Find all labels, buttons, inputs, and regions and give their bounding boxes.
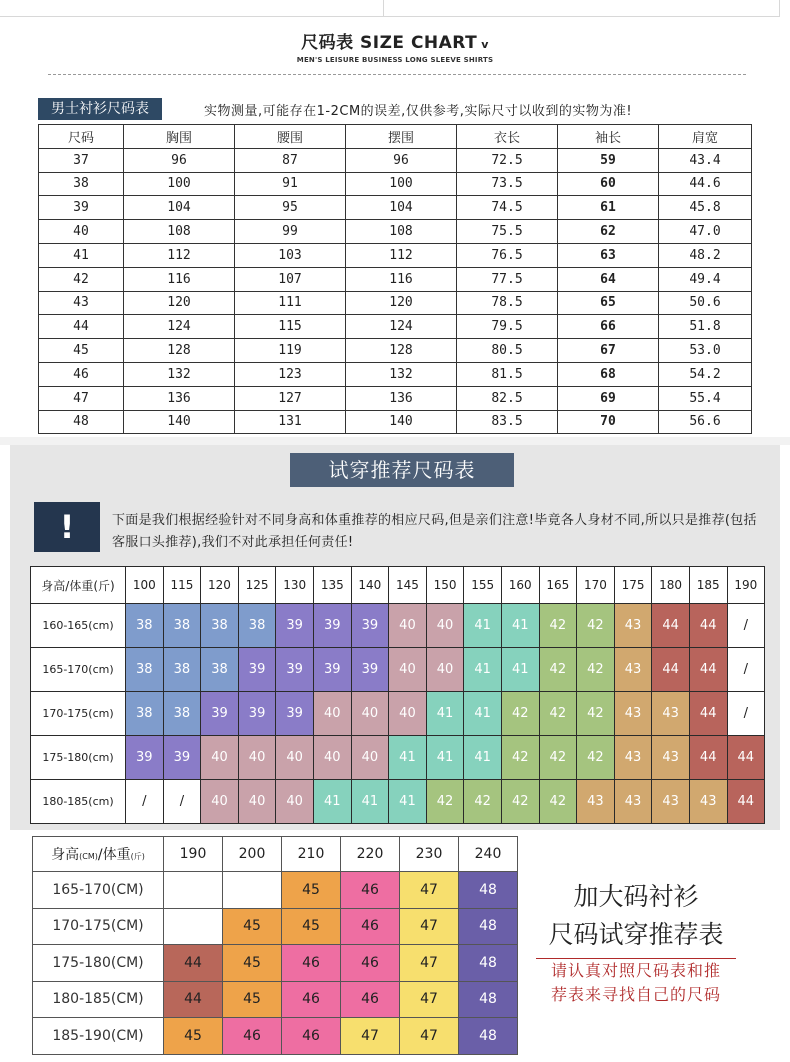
recommend-size-cell: 40: [313, 736, 351, 780]
big-height-row-label: 175-180(CM): [33, 945, 164, 982]
size-table-row: [39, 339, 752, 363]
recommend-row: [31, 736, 765, 780]
size-table-cell: 65: [558, 291, 659, 315]
size-table-cell: 127: [235, 386, 346, 410]
weight-header-cell: 160: [501, 567, 539, 604]
recommend-header-row: [31, 567, 765, 604]
size-table-cell: 112: [346, 243, 457, 267]
size-table-cell: 56.6: [659, 410, 752, 434]
weight-header-cell: 135: [313, 567, 351, 604]
recommend-size-cell: 38: [201, 648, 239, 692]
recommend-size-cell: 39: [313, 648, 351, 692]
recommend-size-cell: 44: [689, 648, 727, 692]
big-size-cell: 44: [164, 945, 223, 982]
recommend-size-cell: 40: [351, 692, 389, 736]
size-table-row: [39, 267, 752, 291]
size-chart-note: 实物测量,可能存在1-2CM的误差,仅供参考,实际尺寸以收到的实物为准!: [204, 104, 633, 119]
size-table-cell: 100: [124, 172, 235, 196]
big-size-cell: 47: [400, 981, 459, 1018]
recommend-size-cell: 39: [276, 648, 314, 692]
size-table-cell: 72.5: [457, 148, 558, 172]
recommend-size-cell: 43: [652, 692, 690, 736]
size-table-cell: 131: [235, 410, 346, 434]
size-table-cell: 38: [39, 172, 124, 196]
recommend-size-cell: 38: [238, 604, 276, 648]
weight-header-cell: 190: [727, 567, 765, 604]
big-size-cell: 48: [459, 945, 518, 982]
weight-header-cell: 125: [238, 567, 276, 604]
recommend-size-cell: 40: [276, 736, 314, 780]
recommend-row: [31, 780, 765, 824]
dashed-divider: [48, 74, 746, 75]
recommend-size-cell: 40: [276, 780, 314, 824]
big-size-cell: 48: [459, 1018, 518, 1055]
size-table-cell: 48: [39, 410, 124, 434]
size-table-cell: 124: [346, 315, 457, 339]
size-table-cell: 95: [235, 196, 346, 220]
big-size-cell: 48: [459, 872, 518, 909]
recommend-size-cell: 42: [577, 648, 615, 692]
big-size-cell: 45: [223, 945, 282, 982]
big-size-cell: 48: [459, 981, 518, 1018]
size-table-cell: 45: [39, 339, 124, 363]
big-size-row: [33, 872, 518, 909]
size-table-cell: 40: [39, 220, 124, 244]
big-size-cell: [223, 872, 282, 909]
corner-mid: /体重: [97, 847, 131, 863]
corner-main: 身高: [51, 847, 80, 863]
size-table-header-cell: 胸围: [124, 125, 235, 149]
weight-header-cell: 175: [614, 567, 652, 604]
warning-text: 下面是我们根据经验针对不同身高和体重推荐的相应尺码,但是亲们注意!毕竟各人身材不同,所以只是推荐(包括客服口头推荐),我们不对此承担任何责任!: [112, 513, 757, 550]
page-subtitle: MEN'S LEISURE BUSINESS LONG SLEEVE SHIRTS: [296, 56, 494, 64]
size-table-cell: 77.5: [457, 267, 558, 291]
weight-header-cell: 130: [276, 567, 314, 604]
big-size-cell: 47: [400, 872, 459, 909]
recommend-size-cell: 42: [577, 736, 615, 780]
size-table-cell: 120: [124, 291, 235, 315]
big-weight-header-cell: 230: [400, 837, 459, 872]
recommend-size-cell: 39: [201, 692, 239, 736]
recommend-size-cell: 43: [577, 780, 615, 824]
size-table-cell: 64: [558, 267, 659, 291]
recommend-row: [31, 692, 765, 736]
recommend-size-cell: 43: [614, 780, 652, 824]
recommend-size-cell: /: [727, 692, 765, 736]
recommend-size-cell: 43: [652, 736, 690, 780]
big-size-note: [536, 878, 736, 954]
section-separator: [0, 437, 790, 445]
recommend-size-cell: 40: [351, 736, 389, 780]
recommend-size-cell: /: [727, 604, 765, 648]
big-size-cell: 45: [282, 908, 341, 945]
chevron-down-icon: v: [481, 38, 489, 51]
big-size-note-line2: 尺码试穿推荐表: [548, 920, 724, 949]
corner-unit-jin: (斤): [130, 852, 145, 861]
recommend-size-cell: 40: [426, 604, 464, 648]
recommend-size-cell: 44: [689, 736, 727, 780]
size-chart-header: [0, 28, 790, 64]
size-table-cell: 47: [39, 386, 124, 410]
size-table-cell: 132: [346, 362, 457, 386]
height-row-label: 165-170(cm): [31, 648, 126, 692]
weight-header-cell: 145: [389, 567, 427, 604]
recommend-size-cell: 39: [351, 648, 389, 692]
recommend-size-cell: 41: [501, 648, 539, 692]
size-table-row: [39, 148, 752, 172]
recommend-size-cell: 44: [652, 648, 690, 692]
recommend-size-cell: 40: [389, 692, 427, 736]
size-table-cell: 91: [235, 172, 346, 196]
recommend-size-cell: 38: [126, 648, 164, 692]
size-table-cell: 79.5: [457, 315, 558, 339]
recommend-size-cell: 38: [163, 692, 201, 736]
big-height-row-label: 170-175(CM): [33, 908, 164, 945]
recommend-size-cell: 44: [689, 604, 727, 648]
size-table-cell: 140: [124, 410, 235, 434]
size-table-cell: 100: [346, 172, 457, 196]
size-table-header-cell: 肩宽: [659, 125, 752, 149]
recommend-size-cell: 44: [727, 780, 765, 824]
height-row-label: 175-180(cm): [31, 736, 126, 780]
size-table-cell: 42: [39, 267, 124, 291]
recommend-size-cell: 42: [464, 780, 502, 824]
weight-header-cell: 155: [464, 567, 502, 604]
size-table-cell: 63: [558, 243, 659, 267]
big-size-cell: 47: [400, 945, 459, 982]
size-table-row: [39, 172, 752, 196]
recommend-size-cell: 41: [389, 736, 427, 780]
big-size-cell: 45: [223, 908, 282, 945]
recommend-size-cell: 41: [464, 648, 502, 692]
recommend-size-cell: 44: [689, 692, 727, 736]
size-table-cell: 60: [558, 172, 659, 196]
weight-header-cell: 140: [351, 567, 389, 604]
recommend-size-cell: 42: [501, 736, 539, 780]
big-size-cell: [164, 872, 223, 909]
big-size-cell: 46: [341, 981, 400, 1018]
size-chart-label: 男士衬衫尺码表: [38, 98, 162, 120]
recommend-size-cell: 41: [351, 780, 389, 824]
recommend-size-cell: 41: [464, 604, 502, 648]
size-table-cell: 123: [235, 362, 346, 386]
size-table-cell: 116: [346, 267, 457, 291]
weight-header-cell: 185: [689, 567, 727, 604]
size-table-cell: 70: [558, 410, 659, 434]
big-size-row: [33, 908, 518, 945]
size-table-cell: 39: [39, 196, 124, 220]
size-table-cell: 136: [124, 386, 235, 410]
recommend-size-cell: 39: [276, 692, 314, 736]
size-table-cell: 136: [346, 386, 457, 410]
size-table-row: [39, 243, 752, 267]
size-table-row: [39, 220, 752, 244]
size-table-cell: 55.4: [659, 386, 752, 410]
recommend-size-cell: 40: [201, 736, 239, 780]
weight-header-cell: 180: [652, 567, 690, 604]
big-size-cell: 44: [164, 981, 223, 1018]
weight-header-cell: 100: [126, 567, 164, 604]
recommend-size-cell: 42: [539, 692, 577, 736]
recommend-size-cell: 40: [238, 780, 276, 824]
recommend-size-cell: 42: [577, 692, 615, 736]
recommend-size-cell: 39: [163, 736, 201, 780]
reminder-line2: 荐表来寻找自己的尺码: [550, 985, 721, 1004]
size-table-cell: 50.6: [659, 291, 752, 315]
recommend-size-cell: 42: [426, 780, 464, 824]
size-table-cell: 107: [235, 267, 346, 291]
size-table-cell: 108: [346, 220, 457, 244]
size-table-row: [39, 196, 752, 220]
size-table-cell: 67: [558, 339, 659, 363]
size-table-cell: 112: [124, 243, 235, 267]
size-table-cell: 87: [235, 148, 346, 172]
big-height-row-label: 185-190(CM): [33, 1018, 164, 1055]
height-row-label: 180-185(cm): [31, 780, 126, 824]
recommend-size-cell: 40: [389, 648, 427, 692]
size-table-cell: 104: [346, 196, 457, 220]
size-table-cell: 37: [39, 148, 124, 172]
size-table-cell: 80.5: [457, 339, 558, 363]
big-size-cell: 46: [341, 908, 400, 945]
recommend-corner-label: 身高/体重(斤): [31, 567, 126, 604]
big-size-cell: 45: [223, 981, 282, 1018]
corner-unit-cm: (CM): [79, 852, 98, 861]
size-table-row: [39, 362, 752, 386]
size-table-cell: 96: [124, 148, 235, 172]
size-table-cell: 49.4: [659, 267, 752, 291]
size-table-cell: 54.2: [659, 362, 752, 386]
recommend-title: 试穿推荐尺码表: [290, 453, 514, 487]
size-table-cell: 140: [346, 410, 457, 434]
size-table-cell: 44: [39, 315, 124, 339]
big-height-row-label: 165-170(CM): [33, 872, 164, 909]
size-table-cell: 82.5: [457, 386, 558, 410]
recommend-size-cell: 41: [464, 736, 502, 780]
size-table-cell: 59: [558, 148, 659, 172]
size-table-cell: 45.8: [659, 196, 752, 220]
weight-header-cell: 170: [577, 567, 615, 604]
recommend-size-cell: 38: [163, 604, 201, 648]
recommend-size-cell: 42: [539, 780, 577, 824]
recommend-size-cell: 42: [501, 780, 539, 824]
size-table-cell: 124: [124, 315, 235, 339]
recommend-size-cell: 39: [238, 692, 276, 736]
recommend-size-cell: 41: [426, 692, 464, 736]
recommend-size-cell: 41: [389, 780, 427, 824]
size-table-cell: 66: [558, 315, 659, 339]
size-table-row: [39, 410, 752, 434]
recommend-size-cell: 41: [501, 604, 539, 648]
size-table-cell: 69: [558, 386, 659, 410]
big-size-cell: 46: [341, 872, 400, 909]
size-table-cell: 104: [124, 196, 235, 220]
big-size-cell: 46: [341, 945, 400, 982]
size-table-cell: 115: [235, 315, 346, 339]
big-size-cell: 45: [282, 872, 341, 909]
big-height-row-label: 180-185(CM): [33, 981, 164, 1018]
recommend-size-cell: 42: [501, 692, 539, 736]
size-table-cell: 43.4: [659, 148, 752, 172]
size-table-header-row: [39, 125, 752, 149]
size-table-header-cell: 摆围: [346, 125, 457, 149]
recommend-size-cell: 42: [539, 648, 577, 692]
size-table-cell: 78.5: [457, 291, 558, 315]
recommend-size-cell: 39: [313, 604, 351, 648]
size-table-cell: 116: [124, 267, 235, 291]
size-table-cell: 47.0: [659, 220, 752, 244]
recommend-size-cell: 39: [126, 736, 164, 780]
size-table-cell: 128: [346, 339, 457, 363]
size-table-cell: 43: [39, 291, 124, 315]
size-table-cell: 81.5: [457, 362, 558, 386]
recommend-size-cell: /: [727, 648, 765, 692]
big-weight-header-cell: 220: [341, 837, 400, 872]
size-table-header-cell: 袖长: [558, 125, 659, 149]
size-table-cell: 41: [39, 243, 124, 267]
big-size-row: [33, 1018, 518, 1055]
recommend-size-cell: 42: [539, 736, 577, 780]
size-table-header-cell: 腰围: [235, 125, 346, 149]
size-table-cell: 99: [235, 220, 346, 244]
recommend-size-cell: 43: [614, 692, 652, 736]
recommend-size-cell: 38: [163, 648, 201, 692]
recommend-size-cell: 44: [652, 604, 690, 648]
recommend-size-cell: /: [163, 780, 201, 824]
size-table-cell: 46: [39, 362, 124, 386]
size-table-cell: 75.5: [457, 220, 558, 244]
big-weight-header-cell: 210: [282, 837, 341, 872]
height-row-label: 170-175(cm): [31, 692, 126, 736]
recommend-size-cell: 41: [313, 780, 351, 824]
recommend-size-cell: 43: [614, 604, 652, 648]
big-size-header-row: [33, 837, 518, 872]
big-size-cell: [164, 908, 223, 945]
recommend-size-cell: 40: [201, 780, 239, 824]
weight-header-cell: 150: [426, 567, 464, 604]
big-size-row: [33, 981, 518, 1018]
size-chart-table: [38, 124, 752, 434]
recommend-size-cell: 43: [689, 780, 727, 824]
size-table-cell: 62: [558, 220, 659, 244]
page-title: 尺码表 SIZE CHART v: [301, 33, 489, 53]
size-table-cell: 73.5: [457, 172, 558, 196]
recommend-size-cell: 39: [276, 604, 314, 648]
recommend-size-cell: 42: [539, 604, 577, 648]
big-size-cell: 45: [164, 1018, 223, 1055]
big-size-cell: 47: [341, 1018, 400, 1055]
big-weight-header-cell: 190: [164, 837, 223, 872]
weight-header-cell: 165: [539, 567, 577, 604]
size-table-cell: 48.2: [659, 243, 752, 267]
recommend-row: [31, 604, 765, 648]
size-table-row: [39, 315, 752, 339]
recommend-size-cell: 43: [614, 736, 652, 780]
big-size-cell: 46: [223, 1018, 282, 1055]
recommend-size-cell: 40: [238, 736, 276, 780]
big-size-cell: 46: [282, 981, 341, 1018]
size-table-row: [39, 291, 752, 315]
size-table-cell: 51.8: [659, 315, 752, 339]
big-size-reminder: [536, 958, 736, 1007]
recommend-size-cell: 40: [389, 604, 427, 648]
size-table-cell: 120: [346, 291, 457, 315]
size-table-cell: 74.5: [457, 196, 558, 220]
size-table-cell: 108: [124, 220, 235, 244]
recommend-size-cell: 40: [426, 648, 464, 692]
big-size-cell: 47: [400, 1018, 459, 1055]
size-table-header-cell: 衣长: [457, 125, 558, 149]
recommend-size-cell: 43: [652, 780, 690, 824]
big-size-cell: 46: [282, 945, 341, 982]
big-size-corner-label: [33, 837, 164, 872]
recommend-size-cell: 44: [727, 736, 765, 780]
warning-icon: [34, 502, 100, 552]
size-table-header-cell: 尺码: [39, 125, 124, 149]
recommend-size-cell: /: [126, 780, 164, 824]
recommend-size-cell: 39: [351, 604, 389, 648]
size-table-row: [39, 386, 752, 410]
recommend-row: [31, 648, 765, 692]
recommend-size-cell: 43: [614, 648, 652, 692]
size-table-cell: 53.0: [659, 339, 752, 363]
big-size-cell: 47: [400, 908, 459, 945]
recommend-size-cell: 39: [238, 648, 276, 692]
size-table-cell: 111: [235, 291, 346, 315]
big-size-table: [32, 836, 518, 1055]
recommend-size-cell: 41: [426, 736, 464, 780]
size-table-cell: 119: [235, 339, 346, 363]
big-size-note-line1: 加大码衬衫: [573, 882, 699, 911]
big-weight-header-cell: 240: [459, 837, 518, 872]
reminder-line1: 请认真对照尺码表和推: [550, 961, 721, 980]
recommend-size-cell: 40: [313, 692, 351, 736]
big-size-cell: 48: [459, 908, 518, 945]
weight-header-cell: 120: [201, 567, 239, 604]
height-row-label: 160-165(cm): [31, 604, 126, 648]
recommend-table: [30, 566, 765, 824]
size-table-cell: 44.6: [659, 172, 752, 196]
recommend-size-cell: 38: [201, 604, 239, 648]
size-table-cell: 103: [235, 243, 346, 267]
recommend-size-cell: 38: [126, 604, 164, 648]
recommend-size-cell: 41: [464, 692, 502, 736]
big-size-cell: 46: [282, 1018, 341, 1055]
size-table-cell: 68: [558, 362, 659, 386]
size-table-cell: 128: [124, 339, 235, 363]
weight-header-cell: 115: [163, 567, 201, 604]
top-divider: [0, 0, 790, 18]
size-table-cell: 76.5: [457, 243, 558, 267]
exclamation-icon: !: [59, 508, 75, 546]
recommend-size-cell: 38: [126, 692, 164, 736]
size-table-cell: 83.5: [457, 410, 558, 434]
size-table-cell: 61: [558, 196, 659, 220]
size-table-cell: 96: [346, 148, 457, 172]
big-weight-header-cell: 200: [223, 837, 282, 872]
big-size-row: [33, 945, 518, 982]
size-table-cell: 132: [124, 362, 235, 386]
recommend-size-cell: 42: [577, 604, 615, 648]
